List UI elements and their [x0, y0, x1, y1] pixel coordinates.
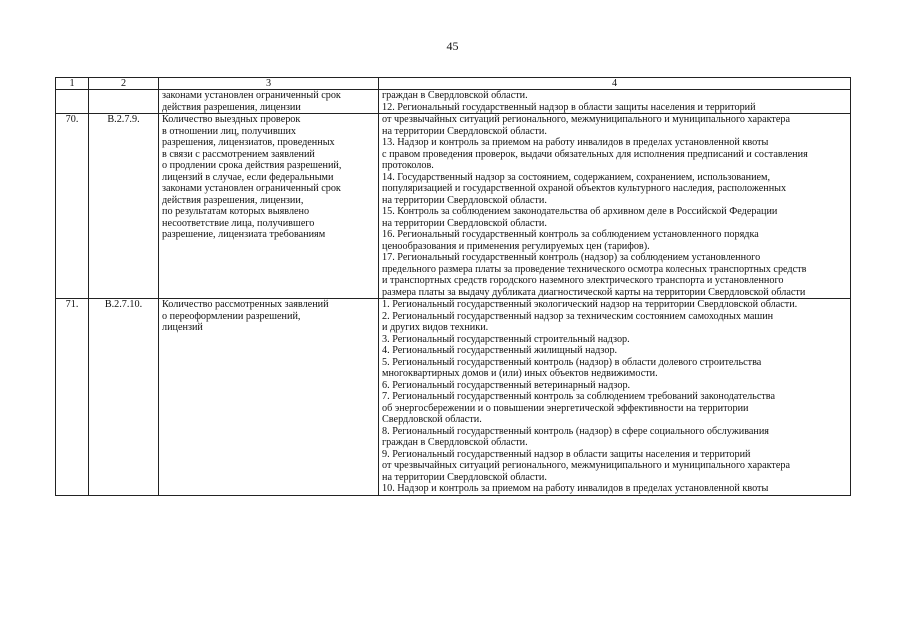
table-row	[56, 90, 851, 114]
indicator-code: В.2.7.9.	[89, 114, 159, 299]
row-number	[56, 90, 89, 114]
indicator-text: Количество выездных проверок в отношении лиц, получивших разрешения, лицензиатов, проведенных в связи с рассмотрением заявлений о продлении срока действия разрешений, лицензий в случае, если федеральными законами установлен ограниченный срок действия разрешения, лицензии, по результатам которых выявлено несоответствие лица, получившего разрешение, лицензиата требованиям	[159, 114, 379, 299]
table-row	[56, 299, 851, 496]
header-col-2: 2	[89, 78, 159, 90]
table-row	[56, 114, 851, 299]
header-col-1: 1	[56, 78, 89, 90]
table-header-row	[56, 78, 851, 90]
indicator-code: В.2.7.10.	[89, 299, 159, 496]
header-col-4: 4	[379, 78, 851, 90]
indicator-text: Количество рассмотренных заявлений о переоформлении разрешений, лицензий	[159, 299, 379, 496]
header-col-3: 3	[159, 78, 379, 90]
page-number: 45	[446, 39, 459, 53]
indicator-text: законами установлен ограниченный срок действия разрешения, лицензии	[159, 90, 379, 114]
row-number: 70.	[56, 114, 89, 299]
row-number: 71.	[56, 299, 89, 496]
control-types-text: 1. Региональный государственный экологический надзор на территории Свердловской области. 2. Региональный государственный надзор за техническим состоянием самоходных машин и других видов техники. 3. Региональный государственный строительный надзор. 4. Региональный государственный жилищный надзор. 5. Региональный государственный контроль (надзор) в области долевого строительства многоквартирных домов и (или) иных объектов недвижимости. 6. Региональный государственный ветеринарный надзор. 7. Региональный государственный контроль за соблюдением требований законодательства об энергосбережении и о повышении энергетической эффективности на территории Свердловской области. 8. Региональный государственный контроль (надзор) в сфере социального обслуживания граждан в Свердловской области. 9. Региональный государственный надзор в области защиты населения и территорий от чрезвычайных ситуаций регионального, межмуниципального и муниципального характера на территории Свердловской области. 10. Надзор и контроль за приемом на работу инвалидов в пределах установленной квоты	[379, 299, 851, 496]
indicator-code	[89, 90, 159, 114]
control-types-text: от чрезвычайных ситуаций регионального, межмуниципального и муниципального характера на территории Свердловской области. 13. Надзор и контроль за приемом на работу инвалидов в пределах установленной квоты с правом проведения проверок, выдачи обязательных для исполнения предписаний и составления протоколов. 14. Государственный надзор за состоянием, содержанием, сохранением, использованием, популяризацией и государственной охраной объектов культурного наследия, расположенных на территории Свердловской области. 15. Контроль за соблюдением законодательства об архивном деле в Российской Федерации на территории Свердловской области. 16. Региональный государственный контроль за соблюдением установленного порядка ценообразования и применения регулируемых цен (тарифов). 17. Региональный государственный контроль (надзор) за соблюдением установленного предельного размера платы за проведение технического осмотра колесных транспортных средств и транспортных средств городского наземного электрического транспорта и установленного размера платы за выдачу дубликата диагностической карты на территории Свердловской области	[379, 114, 851, 299]
control-types-text: граждан в Свердловской области. 12. Региональный государственный надзор в области защиты населения и территорий	[379, 90, 851, 114]
document-table	[55, 77, 851, 496]
